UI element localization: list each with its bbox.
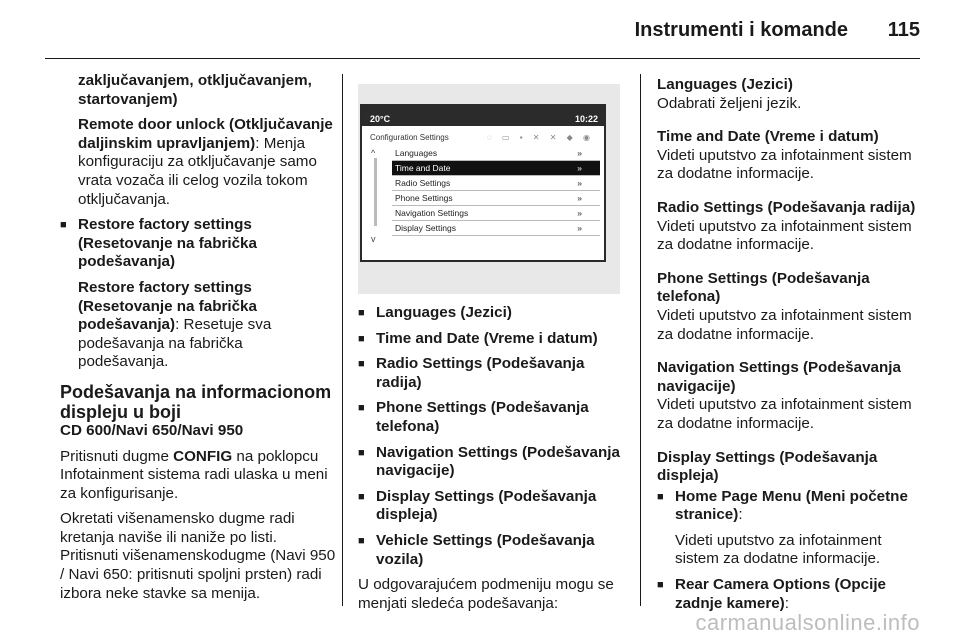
chevron-right-icon: » — [577, 163, 582, 173]
restore-factory-title: Restore factory settings (Resetovanje na fabrička podešavanja) — [78, 278, 257, 334]
section-time-date — [657, 128, 927, 184]
header-rule — [45, 58, 920, 59]
page-header — [0, 0, 960, 62]
section-phone — [657, 270, 927, 344]
chevron-right-icon: » — [577, 208, 582, 218]
radio-title: Radio Settings (Podešavanja radija) — [657, 198, 916, 216]
chevron-right-icon: » — [577, 178, 582, 188]
rear-camera-colon: : — [784, 594, 789, 612]
chevron-right-icon: » — [577, 223, 582, 233]
home-page-title: Home Page Menu (Meni početne stranice) — [675, 487, 908, 524]
column-2 — [358, 84, 624, 620]
restore-factory-bullet: ■ Restore factory settings (Resetovanje na fabrička podešavanja) — [60, 216, 336, 272]
remote-door-unlock-paragraph — [78, 116, 336, 209]
section-languages — [657, 76, 927, 113]
screen-time: 10:22 — [574, 114, 598, 124]
rear-camera-title: Rear Camera Options (Opcije zadnje kamere) — [675, 576, 887, 612]
settings-bullet-item: ■ Languages (Jezici) — [358, 304, 624, 323]
section-subheading: CD 600/Navi 650/Navi 950 — [60, 421, 244, 439]
screen-title: Configuration Settings — [370, 133, 449, 142]
section-radio — [657, 199, 927, 255]
section-display — [657, 449, 927, 614]
settings-bullet-list — [358, 304, 624, 569]
chevron-right-icon: » — [577, 193, 582, 203]
settings-bullet-item: ■ Phone Settings (Podešavanja telefona) — [358, 399, 624, 436]
remote-door-unlock-title: Remote door unlock (Otključavanje daljinskim upravljanjem) — [78, 116, 333, 152]
settings-bullet-item: ■ Vehicle Settings (Podešavanja vozila) — [358, 532, 624, 569]
home-page-bullet — [657, 488, 927, 525]
screen-menu-item-label: Time and Date — [395, 163, 451, 173]
screen-status-bar — [362, 106, 604, 126]
languages-title: Languages (Jezici) — [657, 76, 793, 93]
watermark: carmanualsonline.info — [695, 610, 920, 635]
scrollbar — [374, 158, 377, 226]
infotainment-screen — [360, 104, 606, 262]
screen-menu-item-label: Phone Settings — [395, 193, 453, 203]
languages-text: Odabrati željeni jezik. — [657, 94, 802, 112]
screen-menu-item-label: Languages — [395, 148, 438, 158]
screen-menu-item[interactable] — [392, 206, 600, 221]
settings-bullet-item: ■ Time and Date (Vreme i datum) — [358, 330, 624, 349]
screen-photo — [358, 84, 620, 294]
screen-menu-item[interactable] — [392, 146, 600, 161]
screen-menu-item[interactable] — [392, 161, 600, 176]
section-navigation — [657, 359, 927, 433]
chevron-right-icon: » — [577, 148, 582, 158]
restore-factory-paragraph — [78, 279, 336, 372]
restore-factory-text: : Resetuje sva podešavanja na fabrička podešavanja. — [78, 316, 272, 371]
radio-text: Videti uputstvo za infotainment sistem za dodatne informacije. — [657, 217, 912, 254]
screen-menu-item-label: Display Settings — [395, 223, 456, 233]
scroll-up-icon: ^ — [371, 148, 376, 158]
multifunction-paragraph: Okretati višenamensko dugme radi kretanja naviše ili naniže po listi. Pritisnuti višenamenskodugme (Navi 950 / Navi 650: pritisnuti spoljni prsten) radi izbora neke stavke sa menija. — [60, 510, 336, 602]
screen-menu-item-label: Radio Settings — [395, 178, 451, 188]
column-1 — [60, 72, 336, 610]
status-icons: ◌ ▭ ▪ ✕ ✕ ◆ ◉ — [486, 133, 594, 142]
remote-door-unlock-text: : Menja konfiguraciju za otključavanje samo vrata vozača ili celog vozila tokom otključavanja. — [78, 134, 317, 208]
display-title: Display Settings (Podešavanja displeja) — [657, 448, 878, 485]
config-paragraph — [60, 448, 336, 504]
screen-menu-item[interactable] — [392, 191, 600, 206]
config-text-c: na poklopcu Infotainment sistema radi ulaska u meni za konfigurisanje. — [60, 447, 328, 502]
continued-text: zaključavanjem, otključavanjem, startovanjem) — [78, 72, 312, 108]
column-3 — [657, 76, 927, 620]
phone-text: Videti uputstvo za infotainment sistem za dodatne informacije. — [657, 306, 912, 343]
navigation-title: Navigation Settings (Podešavanja navigacije) — [657, 359, 901, 395]
time-date-text: Videti uputstvo za infotainment sistem za dodatne informacije. — [657, 146, 912, 183]
screen-temperature: 20°C — [370, 114, 391, 124]
home-page-text: Videti uputstvo za infotainment sistem za dodatne informacije. — [675, 531, 882, 568]
config-text-a: Pritisnuti dugme — [60, 447, 174, 465]
page-number: 115 — [887, 19, 920, 41]
section-heading: Podešavanja na informacionom displeju u boji — [60, 381, 332, 422]
settings-bullet-item: ■ Display Settings (Podešavanja displeja) — [358, 488, 624, 525]
navigation-text: Videti uputstvo za infotainment sistem za dodatne informacije. — [657, 396, 912, 432]
screen-menu-item[interactable] — [392, 176, 600, 191]
home-page-colon: : — [738, 506, 743, 524]
column-divider-2 — [640, 74, 641, 606]
screen-menu-item-label: Navigation Settings — [395, 208, 469, 218]
scroll-down-icon: v — [371, 234, 376, 244]
settings-bullet-item: ■ Navigation Settings (Podešavanja navigacije) — [358, 444, 624, 481]
screen-menu-list — [392, 146, 600, 236]
screen-menu-item[interactable] — [392, 221, 600, 236]
column-divider-1 — [342, 74, 343, 606]
phone-title: Phone Settings (Podešavanja telefona) — [657, 269, 870, 306]
rear-camera-bullet — [657, 576, 927, 613]
time-date-title: Time and Date (Vreme i datum) — [657, 128, 879, 146]
config-button-label: CONFIG — [173, 447, 233, 465]
settings-bullet-item: ■ Radio Settings (Podešavanja radija) — [358, 355, 624, 392]
submenu-paragraph: U odgovarajućem podmeniju mogu se menjati sledeća podešavanja: — [358, 576, 614, 612]
page-title: Instrumenti i komande — [634, 19, 848, 41]
